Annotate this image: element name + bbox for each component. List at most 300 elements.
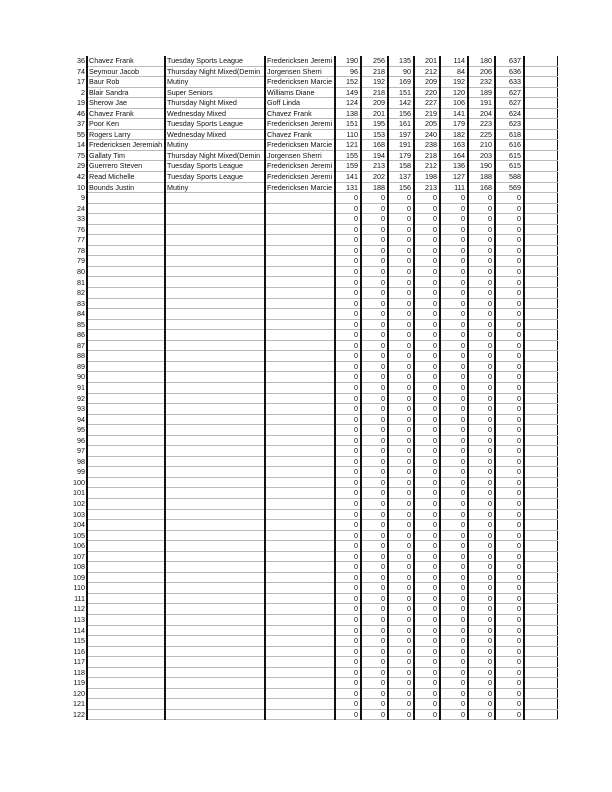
captain-cell	[265, 477, 335, 488]
game-3-cell: 0	[388, 372, 414, 383]
captain-cell	[265, 688, 335, 699]
table-row	[72, 140, 557, 151]
captain-cell	[265, 488, 335, 499]
bowler-name-cell: Fredericksen Jeremiah	[87, 140, 165, 151]
total-cell: 0	[495, 425, 524, 436]
game-3-cell: 0	[388, 477, 414, 488]
row-id-cell: 46	[77, 108, 85, 118]
captain-cell	[265, 541, 335, 552]
game-6-cell: 0	[468, 340, 495, 351]
league-cell	[165, 203, 265, 214]
total-cell: 0	[495, 214, 524, 225]
game-3-cell: 0	[388, 562, 414, 573]
table-row	[72, 636, 557, 647]
row-id-cell: 95	[77, 425, 85, 435]
extra-cell	[524, 551, 557, 562]
game-2-cell: 0	[361, 372, 388, 383]
game-3-cell: 90	[388, 66, 414, 77]
league-cell	[165, 604, 265, 615]
game-1-cell: 0	[335, 235, 361, 246]
table-row	[72, 678, 557, 689]
bowler-name-cell	[87, 309, 165, 320]
game-6-cell: 210	[468, 140, 495, 151]
captain-cell	[265, 530, 335, 541]
game-4-cell: 0	[414, 614, 440, 625]
captain-cell	[265, 203, 335, 214]
game-1-cell: 0	[335, 203, 361, 214]
row-id-cell: 94	[77, 414, 85, 424]
game-2-cell: 0	[361, 477, 388, 488]
total-cell: 0	[495, 203, 524, 214]
extra-cell	[524, 129, 557, 140]
table-row	[72, 467, 557, 478]
game-3-cell: 0	[388, 298, 414, 309]
total-cell: 624	[495, 108, 524, 119]
game-3-cell: 0	[388, 551, 414, 562]
game-4-cell: 0	[414, 235, 440, 246]
extra-cell	[524, 224, 557, 235]
game-1-cell: 0	[335, 583, 361, 594]
table-row	[72, 319, 557, 330]
league-cell	[165, 477, 265, 488]
game-5-cell: 127	[440, 172, 468, 183]
extra-cell	[524, 351, 557, 362]
game-6-cell: 0	[468, 467, 495, 478]
game-2-cell: 218	[361, 66, 388, 77]
table-row	[72, 657, 557, 668]
game-3-cell: 151	[388, 87, 414, 98]
game-2-cell: 0	[361, 193, 388, 204]
game-4-cell: 0	[414, 551, 440, 562]
table-row	[72, 551, 557, 562]
row-id-cell: 17	[77, 77, 85, 87]
game-3-cell: 156	[388, 182, 414, 193]
game-6-cell: 0	[468, 245, 495, 256]
total-cell: 0	[495, 193, 524, 204]
game-5-cell: 114	[440, 56, 468, 66]
table-row	[72, 77, 557, 88]
table-row	[72, 688, 557, 699]
game-4-cell: 0	[414, 699, 440, 710]
league-cell	[165, 625, 265, 636]
game-6-cell: 0	[468, 256, 495, 267]
game-2-cell: 0	[361, 298, 388, 309]
game-2-cell: 0	[361, 235, 388, 246]
game-5-cell: 0	[440, 435, 468, 446]
game-3-cell: 0	[388, 235, 414, 246]
extra-cell	[524, 562, 557, 573]
extra-cell	[524, 140, 557, 151]
extra-cell	[524, 161, 557, 172]
game-3-cell: 0	[388, 667, 414, 678]
game-1-cell: 0	[335, 593, 361, 604]
captain-cell: Fredericksen Marcie	[265, 182, 335, 193]
captain-cell	[265, 256, 335, 267]
total-cell: 0	[495, 562, 524, 573]
game-5-cell: 0	[440, 245, 468, 256]
row-id-cell: 87	[77, 340, 85, 350]
captain-cell: Jorgensen Sherri	[265, 66, 335, 77]
game-1-cell: 0	[335, 382, 361, 393]
game-5-cell: 0	[440, 235, 468, 246]
game-4-cell: 0	[414, 583, 440, 594]
total-cell: 618	[495, 129, 524, 140]
game-6-cell: 0	[468, 709, 495, 720]
table-row	[72, 340, 557, 351]
row-id-cell: 96	[77, 435, 85, 445]
game-6-cell: 0	[468, 688, 495, 699]
bowler-name-cell	[87, 245, 165, 256]
game-6-cell: 0	[468, 583, 495, 594]
table-row	[72, 288, 557, 299]
game-1-cell: 155	[335, 150, 361, 161]
table-row	[72, 393, 557, 404]
game-1-cell: 0	[335, 498, 361, 509]
bowler-name-cell	[87, 256, 165, 267]
bowler-name-cell: Blair Sandra	[87, 87, 165, 98]
game-5-cell: 0	[440, 709, 468, 720]
extra-cell	[524, 572, 557, 583]
game-3-cell: 0	[388, 288, 414, 299]
total-cell: 0	[495, 245, 524, 256]
league-cell	[165, 309, 265, 320]
extra-cell	[524, 245, 557, 256]
captain-cell	[265, 425, 335, 436]
game-4-cell: 0	[414, 657, 440, 668]
game-3-cell: 135	[388, 56, 414, 66]
bowler-name-cell	[87, 562, 165, 573]
extra-cell	[524, 456, 557, 467]
game-1-cell: 0	[335, 667, 361, 678]
total-cell: 0	[495, 699, 524, 710]
extra-cell	[524, 593, 557, 604]
game-2-cell: 0	[361, 266, 388, 277]
game-2-cell: 213	[361, 161, 388, 172]
game-3-cell: 0	[388, 583, 414, 594]
total-cell: 0	[495, 235, 524, 246]
game-5-cell: 0	[440, 604, 468, 615]
table-row	[72, 298, 557, 309]
game-3-cell: 0	[388, 319, 414, 330]
captain-cell	[265, 361, 335, 372]
game-4-cell: 0	[414, 572, 440, 583]
game-6-cell: 0	[468, 382, 495, 393]
game-5-cell: 0	[440, 699, 468, 710]
game-5-cell: 0	[440, 372, 468, 383]
league-cell	[165, 277, 265, 288]
captain-cell	[265, 330, 335, 341]
total-cell: 0	[495, 477, 524, 488]
game-3-cell: 156	[388, 108, 414, 119]
bowler-name-cell	[87, 678, 165, 689]
game-2-cell: 0	[361, 583, 388, 594]
game-3-cell: 0	[388, 446, 414, 457]
game-2-cell: 194	[361, 150, 388, 161]
table-row	[72, 382, 557, 393]
bowler-name-cell	[87, 372, 165, 383]
bowler-name-cell	[87, 382, 165, 393]
game-1-cell: 0	[335, 309, 361, 320]
game-1-cell: 190	[335, 56, 361, 66]
total-cell: 627	[495, 98, 524, 109]
game-2-cell: 0	[361, 309, 388, 320]
game-1-cell: 0	[335, 425, 361, 436]
bowler-name-cell: Guerrero Steven	[87, 161, 165, 172]
row-id-cell: 92	[77, 393, 85, 403]
row-id-cell: 105	[73, 530, 85, 540]
table-row	[72, 667, 557, 678]
captain-cell	[265, 340, 335, 351]
game-1-cell: 0	[335, 330, 361, 341]
game-4-cell: 0	[414, 541, 440, 552]
game-5-cell: 0	[440, 330, 468, 341]
league-cell	[165, 709, 265, 720]
league-cell: Tuesday Sports League	[165, 56, 265, 66]
total-cell: 0	[495, 414, 524, 425]
captain-cell	[265, 245, 335, 256]
row-id-cell: 81	[77, 277, 85, 287]
bowler-name-cell	[87, 551, 165, 562]
game-3-cell: 0	[388, 657, 414, 668]
game-5-cell: 0	[440, 530, 468, 541]
game-4-cell: 0	[414, 214, 440, 225]
game-3-cell: 0	[388, 393, 414, 404]
total-cell: 0	[495, 604, 524, 615]
game-6-cell: 0	[468, 614, 495, 625]
game-5-cell: 0	[440, 562, 468, 573]
bowler-name-cell	[87, 266, 165, 277]
game-6-cell: 0	[468, 330, 495, 341]
game-4-cell: 0	[414, 404, 440, 415]
game-2-cell: 0	[361, 435, 388, 446]
row-id-cell: 89	[77, 361, 85, 371]
league-cell	[165, 593, 265, 604]
game-5-cell: 192	[440, 77, 468, 88]
total-cell: 0	[495, 636, 524, 647]
game-6-cell: 0	[468, 625, 495, 636]
total-cell: 0	[495, 688, 524, 699]
game-5-cell: 0	[440, 203, 468, 214]
table-row	[72, 161, 557, 172]
game-3-cell: 0	[388, 520, 414, 531]
bowler-name-cell	[87, 488, 165, 499]
game-1-cell: 0	[335, 530, 361, 541]
captain-cell	[265, 520, 335, 531]
game-1-cell: 0	[335, 541, 361, 552]
league-cell	[165, 351, 265, 362]
captain-cell	[265, 382, 335, 393]
extra-cell	[524, 66, 557, 77]
bowler-name-cell	[87, 657, 165, 668]
game-5-cell: 0	[440, 498, 468, 509]
game-5-cell: 0	[440, 382, 468, 393]
game-6-cell: 0	[468, 224, 495, 235]
league-cell	[165, 372, 265, 383]
bowler-name-cell	[87, 193, 165, 204]
game-3-cell: 0	[388, 404, 414, 415]
bowler-name-cell	[87, 583, 165, 594]
game-2-cell: 168	[361, 140, 388, 151]
game-6-cell: 232	[468, 77, 495, 88]
game-3-cell: 0	[388, 361, 414, 372]
captain-cell: Goff Linda	[265, 98, 335, 109]
bowler-name-cell: Bounds Justin	[87, 182, 165, 193]
row-id-cell: 86	[77, 330, 85, 340]
captain-cell	[265, 309, 335, 320]
game-5-cell: 0	[440, 509, 468, 520]
game-2-cell: 188	[361, 182, 388, 193]
game-3-cell: 0	[388, 340, 414, 351]
game-2-cell: 0	[361, 467, 388, 478]
game-6-cell: 168	[468, 182, 495, 193]
row-id-cell: 117	[73, 657, 85, 667]
total-cell: 0	[495, 351, 524, 362]
game-1-cell: 0	[335, 266, 361, 277]
table-row	[72, 520, 557, 531]
captain-cell	[265, 224, 335, 235]
game-3-cell: 197	[388, 129, 414, 140]
total-cell: 636	[495, 66, 524, 77]
league-cell	[165, 467, 265, 478]
game-6-cell: 188	[468, 172, 495, 183]
bowler-name-cell	[87, 467, 165, 478]
game-3-cell: 0	[388, 214, 414, 225]
game-4-cell: 0	[414, 446, 440, 457]
total-cell: 588	[495, 172, 524, 183]
game-4-cell: 0	[414, 340, 440, 351]
game-1-cell: 0	[335, 699, 361, 710]
game-6-cell: 180	[468, 56, 495, 66]
extra-cell	[524, 688, 557, 699]
total-cell: 616	[495, 140, 524, 151]
bowler-name-cell: Sherow Jae	[87, 98, 165, 109]
bowler-name-cell	[87, 404, 165, 415]
game-1-cell: 96	[335, 66, 361, 77]
total-cell: 0	[495, 266, 524, 277]
bowler-name-cell	[87, 593, 165, 604]
game-4-cell: 0	[414, 319, 440, 330]
game-2-cell: 0	[361, 414, 388, 425]
total-cell: 0	[495, 614, 524, 625]
game-2-cell: 0	[361, 646, 388, 657]
game-4-cell: 0	[414, 245, 440, 256]
league-cell	[165, 414, 265, 425]
game-6-cell: 190	[468, 161, 495, 172]
game-1-cell: 0	[335, 435, 361, 446]
row-id-cell: 37	[77, 119, 85, 129]
captain-cell	[265, 593, 335, 604]
game-4-cell: 0	[414, 361, 440, 372]
table-row	[72, 193, 557, 204]
row-id-cell: 80	[77, 266, 85, 276]
game-4-cell: 0	[414, 288, 440, 299]
game-2-cell: 0	[361, 351, 388, 362]
game-2-cell: 0	[361, 667, 388, 678]
table-row	[72, 245, 557, 256]
league-cell	[165, 614, 265, 625]
game-4-cell: 0	[414, 256, 440, 267]
total-cell: 623	[495, 119, 524, 130]
game-3-cell: 0	[388, 435, 414, 446]
game-5-cell: 0	[440, 636, 468, 647]
game-5-cell: 0	[440, 361, 468, 372]
game-2-cell: 195	[361, 119, 388, 130]
game-3-cell: 0	[388, 646, 414, 657]
table-row	[72, 150, 557, 161]
extra-cell	[524, 636, 557, 647]
row-id-cell: 14	[77, 140, 85, 150]
game-3-cell: 0	[388, 488, 414, 499]
extra-cell	[524, 277, 557, 288]
total-cell: 0	[495, 372, 524, 383]
bowler-name-cell	[87, 351, 165, 362]
game-1-cell: 0	[335, 446, 361, 457]
row-id-cell: 109	[73, 572, 85, 582]
game-5-cell: 141	[440, 108, 468, 119]
bowler-name-cell	[87, 498, 165, 509]
bowler-name-cell: Gallaty Tim	[87, 150, 165, 161]
extra-cell	[524, 477, 557, 488]
table-row	[72, 66, 557, 77]
bowler-name-cell	[87, 214, 165, 225]
captain-cell	[265, 636, 335, 647]
game-2-cell: 0	[361, 446, 388, 457]
table-row	[72, 214, 557, 225]
game-6-cell: 0	[468, 477, 495, 488]
game-6-cell: 0	[468, 309, 495, 320]
game-3-cell: 0	[388, 498, 414, 509]
bowler-name-cell	[87, 667, 165, 678]
row-id-cell: 115	[73, 636, 85, 646]
league-cell: Wednesday Mixed	[165, 129, 265, 140]
game-2-cell: 0	[361, 604, 388, 615]
game-4-cell: 0	[414, 382, 440, 393]
table-row	[72, 351, 557, 362]
game-3-cell: 0	[388, 203, 414, 214]
table-row	[72, 129, 557, 140]
total-cell: 0	[495, 361, 524, 372]
game-4-cell: 0	[414, 309, 440, 320]
extra-cell	[524, 235, 557, 246]
table-row	[72, 699, 557, 710]
table-row	[72, 572, 557, 583]
total-cell: 0	[495, 530, 524, 541]
row-id-cell: 112	[73, 604, 85, 614]
bowler-name-cell	[87, 203, 165, 214]
league-cell	[165, 446, 265, 457]
total-cell: 627	[495, 87, 524, 98]
game-1-cell: 0	[335, 224, 361, 235]
bowler-name-cell	[87, 709, 165, 720]
total-cell: 0	[495, 678, 524, 689]
league-cell	[165, 214, 265, 225]
game-4-cell: 213	[414, 182, 440, 193]
row-id-cell: 85	[77, 319, 85, 329]
row-id-cell: 102	[73, 498, 85, 508]
captain-cell	[265, 404, 335, 415]
row-id-cell: 29	[77, 161, 85, 171]
table-row	[72, 541, 557, 552]
total-cell: 0	[495, 404, 524, 415]
game-4-cell: 0	[414, 298, 440, 309]
bowler-name-cell: Poor Ken	[87, 119, 165, 130]
game-5-cell: 0	[440, 688, 468, 699]
game-3-cell: 142	[388, 98, 414, 109]
game-3-cell: 0	[388, 625, 414, 636]
league-cell	[165, 488, 265, 499]
extra-cell	[524, 446, 557, 457]
game-3-cell: 0	[388, 245, 414, 256]
